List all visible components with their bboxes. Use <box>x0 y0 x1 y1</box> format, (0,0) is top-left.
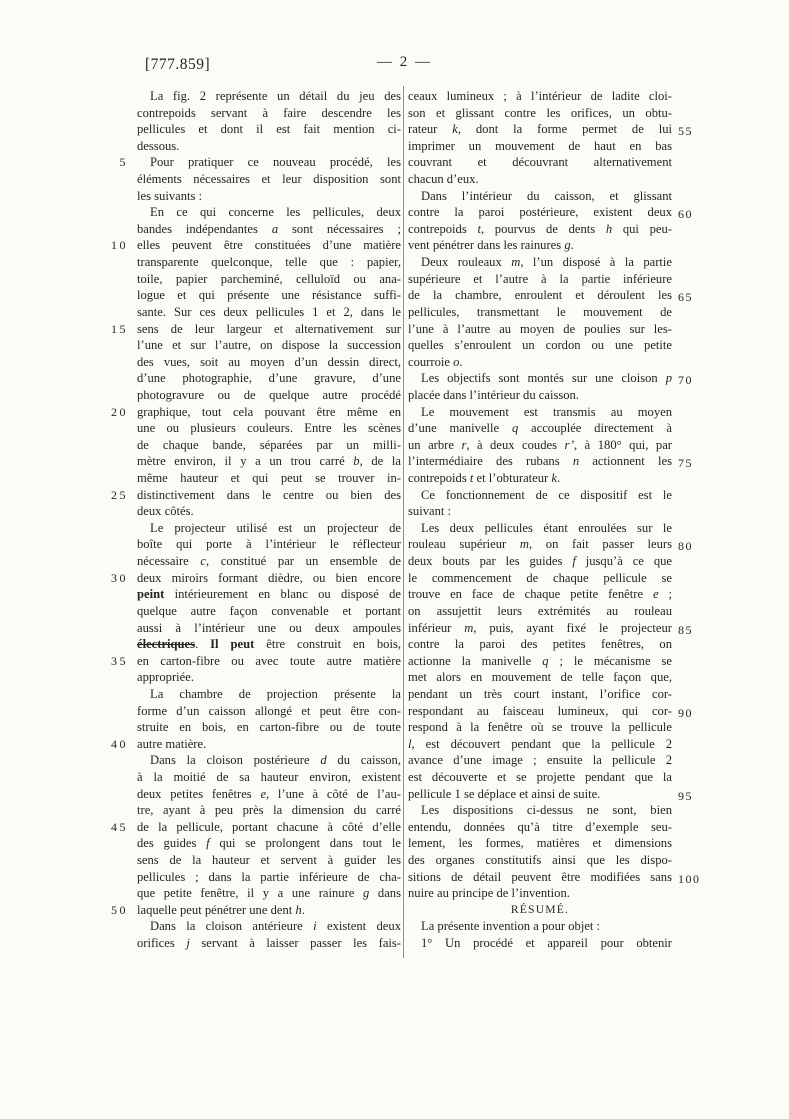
text-line <box>408 437 672 454</box>
text-line <box>137 370 401 387</box>
text-line <box>408 869 701 886</box>
line-text: toile, papier parcheminé, celluloïd ou ana- <box>137 271 401 286</box>
text-line <box>137 802 401 819</box>
line-text: La présente invention a pour objet : <box>421 919 601 934</box>
line-text: quelque autre façon convenable et portant <box>137 603 401 618</box>
line-text: supérieure et l’autre à la partie inférieure <box>408 271 672 286</box>
line-text: des vues, soit au moyen d’un dessin direct, <box>137 354 401 369</box>
text-line <box>408 154 672 171</box>
line-text: l’une et sur l’autre, on dispose la succession <box>137 338 401 353</box>
line-text: courroie o. <box>408 354 463 369</box>
line-text: tre, ayant à peu près la dimension du carré <box>137 803 401 818</box>
margin-line-number: 30 <box>111 570 128 585</box>
line-text: Ce fonctionnement de ce dispositif est le <box>421 487 672 502</box>
line-text: Les dispositions ci-dessus ne sont, bien <box>421 803 672 818</box>
margin-line-number: 40 <box>111 736 128 751</box>
line-text: placée dans l’intérieur du caisson. <box>408 387 579 402</box>
line-text: RÉSUMÉ. <box>510 902 570 916</box>
line-text: éléments nécessaires et leur disposition sont <box>137 172 401 187</box>
margin-line-number: 90 <box>678 705 693 720</box>
text-line <box>111 404 401 421</box>
text-line <box>137 88 401 105</box>
line-text: transparente quelconque, telle que : papier, <box>137 255 401 270</box>
line-text: chacun d’eux. <box>408 172 479 187</box>
text-line <box>137 138 401 155</box>
margin-line-number: 25 <box>111 487 128 502</box>
text-line <box>137 752 401 769</box>
line-text: les suivants : <box>137 188 203 203</box>
text-line <box>408 586 672 603</box>
text-line <box>408 918 672 935</box>
page-number: — 2 — <box>377 54 432 70</box>
text-line <box>137 719 401 736</box>
margin-line-number: 5 <box>119 155 128 170</box>
line-text: ceaux lumineux ; à l’intérieur de ladite cloi- <box>408 89 672 103</box>
line-text: respondant au faisceau lumineux, qui cor- <box>408 703 672 718</box>
line-text: Dans la cloison postérieure d du caisson, <box>150 753 401 768</box>
margin-line-number: 60 <box>678 207 693 222</box>
line-text: autre matière. <box>137 736 207 751</box>
text-line <box>137 885 401 902</box>
text-line <box>408 204 693 222</box>
text-line <box>111 237 401 254</box>
line-text: rateur k, dont la forme permet de lui <box>408 122 672 137</box>
line-text: contre la paroi des petites fenêtres, on <box>408 637 672 652</box>
line-text: on assujettit leurs extrémités au rouleau <box>408 603 672 618</box>
line-text: pellicules, transmettant le mouvement de <box>408 304 672 319</box>
line-text: Le projecteur utilisé est un projecteur de <box>150 520 401 535</box>
line-text: laquelle peut pénétrer une dent h. <box>137 902 305 917</box>
text-line <box>111 902 401 919</box>
text-line <box>137 453 401 470</box>
text-line <box>408 171 672 188</box>
line-text: imprimer un mouvement de haut en bas <box>408 138 672 153</box>
column-divider <box>403 86 404 958</box>
line-text: elles peuvent être constituées d’une matière <box>137 238 401 253</box>
text-line <box>111 321 401 338</box>
text-line <box>408 404 672 421</box>
text-line <box>137 254 401 271</box>
text-line <box>408 105 672 122</box>
margin-line-number: 85 <box>678 622 693 637</box>
text-line <box>408 88 672 105</box>
line-text: Le mouvement est transmis au moyen <box>421 404 672 419</box>
text-line <box>137 586 401 603</box>
text-line <box>408 138 672 155</box>
text-line <box>137 470 401 487</box>
text-line <box>408 902 672 919</box>
line-text: à la moitié de sa hauteur environ, existent <box>137 769 401 784</box>
text-line <box>408 553 672 570</box>
text-line <box>111 653 401 670</box>
right-column <box>408 88 701 952</box>
text-line <box>408 686 672 703</box>
line-text: contre la paroi postérieure, existent deux <box>408 205 672 220</box>
text-line <box>137 171 401 188</box>
text-line <box>408 653 672 670</box>
text-line <box>137 869 401 886</box>
line-text: photogravure ou de quelque autre procédé <box>137 387 401 402</box>
line-text: rouleau supérieur m, on fait passer leurs <box>408 537 672 552</box>
line-text: respond à la fenêtre où se trouve la pellicule <box>408 720 672 735</box>
text-line <box>137 221 401 238</box>
line-text: 1° Un procédé et appareil pour obtenir <box>421 936 672 951</box>
line-text: sens de leur largeur et alternativement sur <box>137 321 401 336</box>
line-text: contrepoids t, pourvus de dents h qui peu- <box>408 221 672 236</box>
line-text: orifices j servant à laisser passer les fais- <box>137 936 402 951</box>
text-line <box>137 337 401 354</box>
text-line <box>408 802 672 819</box>
text-line <box>137 852 401 869</box>
text-line <box>408 470 672 487</box>
text-line <box>137 287 401 304</box>
text-line <box>408 719 672 736</box>
line-text: entendu, données qu’à titre d’exemple seu- <box>408 819 672 834</box>
text-line <box>408 786 693 803</box>
text-line <box>137 304 401 321</box>
line-text: de la pellicule, portant chacune à côté d’elle <box>137 819 401 834</box>
text-line <box>408 819 672 836</box>
line-text: même hauteur et qui peut se trouver in- <box>137 471 401 486</box>
line-text: pellicules et dont il est fait mention ci- <box>137 122 401 137</box>
line-text: l’une à l’autre au moyen de poulies sur les- <box>408 321 672 336</box>
text-line <box>408 885 672 902</box>
page-header <box>137 56 672 78</box>
line-text: d’une photographie, d’une gravure, d’une <box>137 371 401 386</box>
text-line <box>408 487 672 504</box>
text-line <box>137 636 401 653</box>
margin-line-number: 95 <box>678 788 693 803</box>
line-text: met alors en mouvement de telle façon que, <box>408 670 672 685</box>
line-text: inférieur m, puis, ayant fixé le projecteur <box>408 620 672 635</box>
line-text: l, est découvert pendant que la pellicule 2 <box>408 736 672 751</box>
line-text: de la chambre, enroulent et déroulent les <box>408 288 672 303</box>
line-text: électriques. Il peut être construit en bois, <box>137 637 402 652</box>
line-text: Pour pratiquer ce nouveau procédé, les <box>150 155 401 170</box>
line-text: lement, les formes, matières et dimensions <box>408 836 672 851</box>
line-text: une ou plusieurs couleurs. Entre les scènes <box>137 421 401 436</box>
line-text: pellicule 1 se déplace et ainsi de suite. <box>408 786 601 801</box>
text-line <box>408 603 672 620</box>
line-text: La chambre de projection présente la <box>150 686 401 701</box>
text-line <box>137 703 401 720</box>
line-text: deux miroirs formant dièdre, ou bien encore <box>137 570 401 585</box>
text-line <box>111 819 401 836</box>
line-text: en carton-fibre ou avec toute autre matière <box>137 653 401 668</box>
text-line <box>408 769 672 786</box>
margin-line-number: 75 <box>678 456 693 471</box>
line-text: Dans l’intérieur du caisson, et glissant <box>421 188 672 203</box>
text-line <box>137 387 401 404</box>
text-line <box>408 304 672 321</box>
line-text: son et glissant contre les orifices, un obtu- <box>408 105 672 120</box>
line-text: trouve en face de chaque petite fenêtre e ; <box>408 587 672 602</box>
text-line <box>137 918 401 935</box>
text-line <box>111 736 401 753</box>
text-line <box>119 154 401 171</box>
line-text: pendant un très court instant, l’orifice cor- <box>408 686 672 701</box>
text-line <box>137 603 401 620</box>
line-text: dessous. <box>137 138 180 153</box>
text-line <box>408 636 672 653</box>
text-line <box>408 835 672 852</box>
text-line <box>137 835 401 852</box>
line-text: l’intermédiaire des rubans n actionnent les <box>408 454 672 469</box>
margin-line-number: 20 <box>111 404 128 419</box>
line-text: nuire au principe de l’invention. <box>408 886 570 901</box>
margin-line-number: 45 <box>111 819 128 834</box>
text-line <box>137 437 401 454</box>
line-text: boîte qui porte à l’intérieur le réflecteur <box>137 537 401 552</box>
line-text: Dans la cloison antérieure i existent deux <box>150 919 401 934</box>
line-text: La fig. 2 représente un détail du jeu des <box>150 89 401 103</box>
line-text: mètre environ, il y a un trou carré b, de la <box>137 454 401 469</box>
text-line <box>408 852 672 869</box>
line-text: sens de la hauteur et servent à guider les <box>137 853 401 868</box>
text-line <box>408 453 693 471</box>
margin-line-number: 65 <box>678 290 693 305</box>
text-line <box>408 370 693 388</box>
text-line <box>408 669 672 686</box>
line-text: Les objectifs sont montés sur une cloison p <box>421 371 672 386</box>
line-text: logue et qui présente une résistance suffi- <box>137 288 401 303</box>
text-line <box>408 254 672 271</box>
text-line <box>137 669 401 686</box>
text-line <box>111 487 401 504</box>
text-line <box>137 769 401 786</box>
text-line <box>408 935 672 952</box>
text-line <box>408 536 693 554</box>
line-text: de chaque bande, séparées par un milli- <box>137 437 401 452</box>
line-text: des organes constitutifs ainsi que les dispo- <box>408 853 672 868</box>
line-text: peint intérieurement en blanc ou disposé de <box>137 587 401 602</box>
text-line <box>408 188 672 205</box>
text-line <box>408 337 672 354</box>
line-text: vent pénétrer dans les rainures g. <box>408 238 574 253</box>
text-line <box>408 271 672 288</box>
margin-line-number: 35 <box>111 653 128 668</box>
margin-line-number: 80 <box>678 539 693 554</box>
margin-line-number: 15 <box>111 321 128 336</box>
margin-line-number: 50 <box>111 902 128 917</box>
text-line <box>137 536 401 553</box>
line-text: En ce qui concerne les pellicules, deux <box>150 205 401 220</box>
text-line <box>408 387 672 404</box>
text-line <box>111 570 401 587</box>
margin-line-number: 10 <box>111 238 128 253</box>
line-text: deux bouts par les guides f jusqu’à ce que <box>408 554 672 569</box>
text-line <box>137 520 401 537</box>
line-text: Les deux pellicules étant enroulées sur le <box>421 520 672 535</box>
text-line <box>137 354 401 371</box>
margin-line-number: 70 <box>678 373 693 388</box>
patent-number: [777.859] <box>145 56 211 73</box>
line-text: un arbre r, à deux coudes r’, à 180° qui, par <box>408 437 672 452</box>
line-text: d’une manivelle q accouplée directement à <box>408 421 672 436</box>
line-text: le commencement de chaque pellicule se <box>408 570 672 585</box>
text-line <box>408 420 672 437</box>
line-text: forme d’un caisson allongé et peut être con- <box>137 703 401 718</box>
text-line <box>408 736 672 753</box>
line-text: est découverte et se projette pendant que la <box>408 769 672 784</box>
line-text: avance d’une image ; ensuite la pellicule 2 <box>408 753 672 768</box>
line-text: Deux rouleaux m, l’un disposé à la partie <box>421 255 673 270</box>
text-line <box>408 321 672 338</box>
line-text: bandes indépendantes a sont nécessaires ; <box>137 221 401 236</box>
text-line <box>408 570 672 587</box>
text-line <box>137 271 401 288</box>
line-text: des guides f qui se prolongent dans tout le <box>137 836 401 851</box>
line-text: distinctivement dans le centre ou bien des <box>137 487 401 502</box>
text-line <box>408 121 693 139</box>
text-line <box>408 221 672 238</box>
text-line <box>137 204 401 221</box>
left-column <box>111 88 402 952</box>
text-line <box>408 520 672 537</box>
line-text: contrepoids servant à faire descendre les <box>137 105 401 120</box>
text-line <box>408 503 672 520</box>
text-line <box>137 420 401 437</box>
text-line <box>408 620 693 637</box>
line-text: graphique, tout cela pouvant être même en <box>137 404 401 419</box>
line-text: que petite fenêtre, il y a une rainure g dans <box>137 886 401 901</box>
margin-line-number: 100 <box>678 871 701 886</box>
margin-line-number: 55 <box>678 124 693 139</box>
text-line <box>137 686 401 703</box>
text-line <box>137 620 401 637</box>
line-text: deux côtés. <box>137 504 194 519</box>
text-line <box>137 935 401 952</box>
text-line <box>408 354 672 371</box>
text-line <box>137 786 401 803</box>
text-line <box>137 503 401 520</box>
text-line <box>137 121 401 138</box>
line-text: nécessaire c, constitué par un ensemble de <box>137 554 402 569</box>
line-text: pellicules ; dans la partie inférieure de cha- <box>137 869 401 884</box>
text-line <box>408 703 693 720</box>
line-text: struite en bois, en carton-fibre ou de toute <box>137 720 401 735</box>
text-line <box>408 237 672 254</box>
line-text: sitions de détail peuvent être modifiées sans <box>408 869 672 884</box>
text-line <box>137 553 401 570</box>
line-text: couvrant et découvrant alternativement <box>408 155 672 170</box>
line-text: contrepoids t et l’obturateur k. <box>408 471 561 486</box>
text-line <box>408 752 672 769</box>
line-text: sante. Sur ces deux pellicules 1 et 2, dans le <box>137 304 401 319</box>
line-text: aussi à l’intérieur une ou deux ampoules <box>137 620 401 635</box>
line-text: deux petites fenêtres e, l’une à côté de l’au- <box>137 786 401 801</box>
line-text: appropriée. <box>137 670 194 685</box>
line-text: actionne la manivelle q ; le mécanisme se <box>408 653 672 668</box>
text-line <box>137 105 401 122</box>
text-line <box>137 188 401 205</box>
line-text: suivant : <box>408 504 452 519</box>
line-text: quelles s’enroulent un cordon ou une petite <box>408 338 672 353</box>
text-line <box>408 287 693 305</box>
